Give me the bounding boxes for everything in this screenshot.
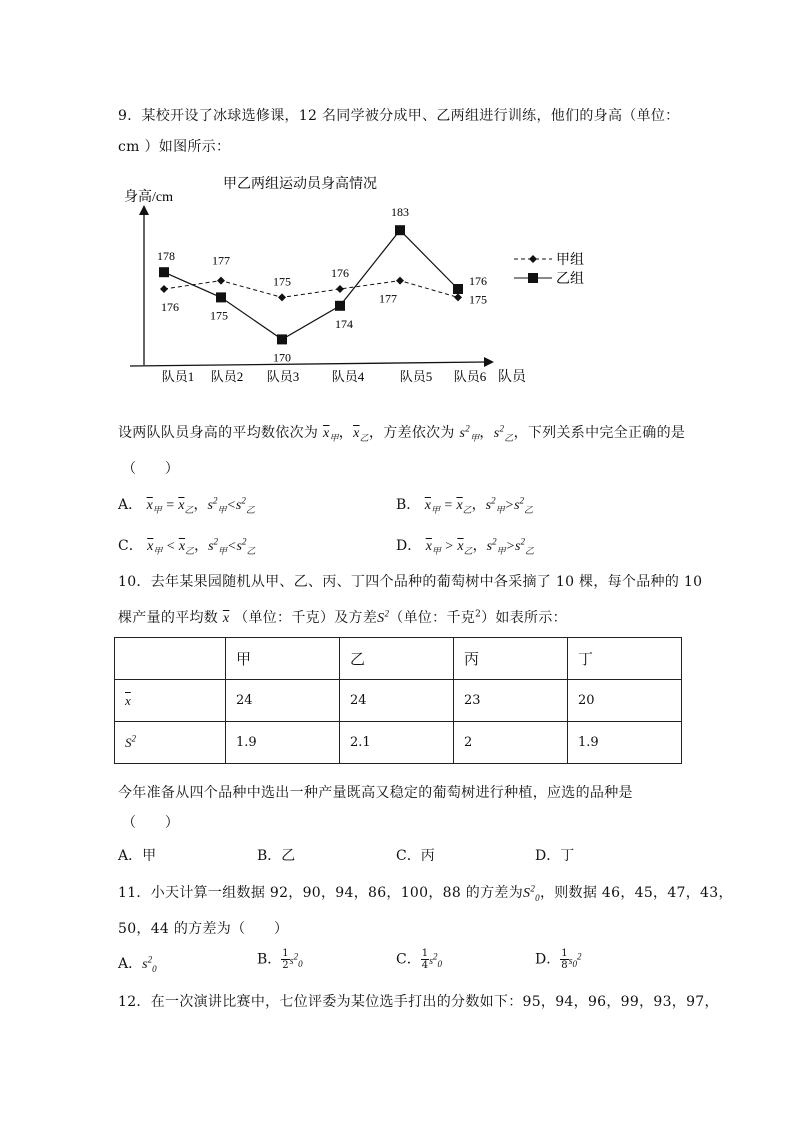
q10-option-b[interactable]: B．乙	[257, 848, 296, 864]
q9-option-a-label: A．	[118, 497, 143, 513]
row-label-variance: $S^2$	[115, 722, 226, 764]
data-label: 170	[273, 350, 291, 365]
point-yi	[453, 284, 463, 294]
q9-option-b[interactable]: B． $\overline{x}_甲 = \overline{x}_乙$，$s^2_甲>s^2_乙$	[396, 495, 534, 515]
data-label: 178	[157, 249, 175, 264]
data-label: 177	[212, 253, 230, 268]
q11-option-b[interactable]: B． $\frac{1}{2}$ $s^2_0$	[257, 948, 303, 971]
legend-label: 甲组	[556, 253, 584, 268]
q11-option-a[interactable]: A．$s^2_0$	[118, 954, 157, 974]
table-row	[115, 638, 682, 680]
q10-line2a: 棵产量的平均数	[118, 610, 219, 626]
header-bing: 丙	[454, 638, 568, 680]
x-tick-label: 队员1	[161, 369, 195, 384]
table-corner	[115, 638, 226, 680]
q10-line1: 10．去年某果园随机从甲、乙、丙、丁四个品种的葡萄树中各采摘了 10 棵，每个品种的 10	[118, 574, 703, 590]
q11-option-c-label: C．	[396, 951, 421, 968]
q11-line1b: ，则数据 46，45，47，43，	[539, 885, 733, 901]
x-axis-title: 队员	[498, 370, 526, 385]
table-row	[115, 680, 682, 722]
data-label: 176	[331, 266, 349, 280]
chart-ylabel: 身高/cm	[124, 190, 173, 205]
q9-desc: 设两队队员身高的平均数依次为 $\overline{x}_甲$，$\overline{x}_乙$，方差依次为 $s^2_甲$，$s^2_乙$，下列关系中完全正确的是	[118, 423, 686, 443]
data-label: 177	[379, 291, 397, 306]
q9-line1: 9．某校开设了冰球选修课，12 名同学被分成甲、乙两组进行训练，他们的身高（单位：	[118, 108, 680, 124]
mean-symbol: $\overline{x}$	[222, 611, 230, 626]
q9-option-c[interactable]: C． $\overline{x}_甲 < \overline{x}_乙$，$s^2_甲<s^2_乙$	[118, 536, 256, 556]
header-yi: 乙	[340, 638, 454, 680]
variance-symbol: $S^2$	[377, 608, 390, 626]
x-axis	[130, 362, 486, 366]
data-label: 174	[335, 316, 353, 331]
q9-desc-b: ，方差依次为	[368, 425, 455, 441]
x-tick-label: 队员4	[331, 369, 365, 384]
var-ding: 1.9	[568, 722, 682, 764]
q9-blank: （ ）	[122, 461, 180, 477]
table-row	[115, 722, 682, 764]
point-jia	[278, 293, 286, 301]
x-axis-arrow	[484, 357, 494, 367]
point-jia	[454, 293, 462, 301]
point-yi	[216, 292, 226, 302]
header-ding: 丁	[568, 638, 682, 680]
legend-label: 乙组	[556, 272, 584, 287]
q10-option-c[interactable]: C．丙	[396, 848, 435, 864]
x-tick-label: 队员6	[453, 369, 487, 384]
series-line-jia	[164, 281, 458, 298]
var-bing: 2	[454, 722, 568, 764]
var-jia: 1.9	[226, 722, 340, 764]
data-label: 183	[391, 205, 409, 220]
point-yi	[277, 334, 287, 344]
point-yi	[335, 301, 345, 311]
s0-squared: $S^2_0$	[523, 883, 540, 903]
point-jia	[396, 277, 404, 285]
q11-option-b-label: B．	[257, 951, 282, 968]
var-yi-symbol: $s^2_乙$	[493, 423, 514, 443]
height-chart	[110, 165, 584, 395]
point-jia	[160, 285, 168, 293]
q9-desc-a: 设两队队员身高的平均数依次为	[118, 425, 319, 441]
x-tick-label: 队员3	[266, 369, 300, 384]
data-label: 175	[273, 274, 291, 289]
x-tick-label: 队员2	[210, 369, 244, 384]
data-label: 176	[161, 300, 179, 314]
data-label: 175	[210, 308, 228, 323]
q9-option-b-label: B．	[396, 497, 421, 513]
q10-table	[114, 637, 682, 764]
q11-line1	[118, 882, 733, 902]
q10-line2: 棵产量的平均数 $\overline{x}$ （单位：千克）及方差$S^2$（单位：千克$^2$）如表所示：	[118, 608, 567, 626]
q11-line2: 50，44 的方差为（ ）	[118, 921, 289, 937]
mean-jia: 24	[226, 680, 340, 722]
legend-marker	[528, 273, 538, 283]
header-jia: 甲	[226, 638, 340, 680]
chart-title: 甲乙两组运动员身高情况	[223, 177, 377, 192]
point-yi	[395, 225, 405, 235]
y-axis-arrow	[139, 205, 149, 215]
mean-jia-symbol: $\overline{x}_甲$	[322, 426, 339, 443]
q11-option-d[interactable]: D． $\frac{1}{8}$ $s_0^2$	[535, 948, 582, 971]
q9-desc-c: ，下列关系中完全正确的是	[513, 425, 686, 441]
mean-yi-symbol: $\overline{x}_乙$	[353, 426, 369, 443]
q10-line2b: （单位：千克）及方差	[234, 610, 378, 626]
q10-blank: （ ）	[122, 815, 180, 831]
var-yi: 2.1	[340, 722, 454, 764]
data-label: 175	[469, 292, 487, 307]
q9-line2: cm ）如图所示：	[118, 139, 231, 155]
q10-option-d[interactable]: D．丁	[535, 848, 575, 864]
mean-yi: 24	[340, 680, 454, 722]
q10-line2c: （单位：千克	[389, 610, 476, 626]
q9-option-d-label: D．	[396, 538, 422, 554]
q9-option-d[interactable]: D． $\overline{x}_甲 > \overline{x}_乙$，$s^2_甲>s^2_乙$	[396, 536, 534, 556]
q11-option-c[interactable]: C． $\frac{1}{4}$ $s^2_0$	[396, 948, 442, 971]
legend-marker	[529, 255, 537, 263]
data-label: 176	[469, 274, 487, 288]
q9-option-c-label: C．	[118, 538, 143, 554]
point-jia	[336, 285, 344, 293]
q11-option-a-label: A．	[118, 956, 143, 972]
q11-line1a: 11．小天计算一组数据 92，90，94，86，100，88 的方差为	[118, 885, 524, 901]
q10-option-a[interactable]: A．甲	[118, 848, 157, 864]
var-jia-symbol: $s^2_甲$	[459, 423, 480, 443]
x-tick-label: 队员5	[399, 369, 433, 384]
q10-after: 今年准备从四个品种中选出一种产量既高又稳定的葡萄树进行种植，应选的品种是	[118, 785, 633, 801]
point-yi	[159, 267, 169, 277]
q10-line2d: ）如表所示：	[481, 610, 567, 626]
point-jia	[217, 277, 225, 285]
mean-ding: 20	[568, 680, 682, 722]
q11-option-d-label: D．	[535, 951, 561, 968]
mean-bing: 23	[454, 680, 568, 722]
q12-line1: 12．在一次演讲比赛中，七位评委为某位选手打出的分数如下：95，94，96，99，93，97，	[118, 994, 719, 1010]
row-label-mean: $\overline{x}$	[115, 680, 226, 722]
q9-option-a[interactable]: A． $\overline{x}_甲 = \overline{x}_乙$，$s^2_甲<s^2_乙$	[118, 495, 255, 515]
